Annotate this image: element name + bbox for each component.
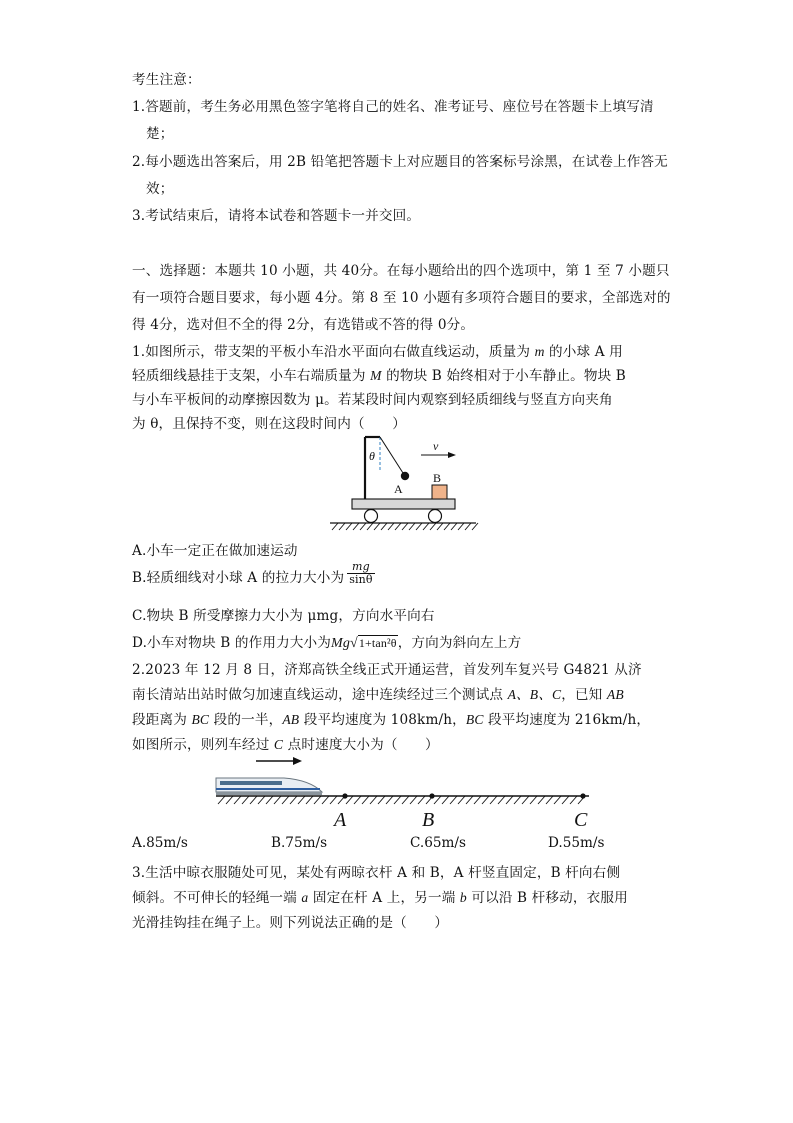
q1-cart-figure <box>328 432 478 532</box>
point-b-marker <box>429 793 434 798</box>
section-heading-line-3: 得 4分，选对但不全的得 2分，有选错或不答的得 0分。 <box>132 317 475 333</box>
q2-stem-line-2: 南长清站出站时做匀加速直线运动，途中连续经过三个测试点 A、B、C，已知 AB <box>132 687 624 703</box>
point-a-label: A <box>334 809 347 831</box>
point-c-marker <box>580 793 585 798</box>
notice-title: 考生注意： <box>132 72 201 88</box>
notice-item-2: 2.每小题选出答案后，用 2B 铅笔把答题卡上对应题目的答案标号涂黑，在试卷上作答无 <box>132 154 668 170</box>
q2-option-b: B.75m/s <box>271 835 328 851</box>
q1-option-c: C.物块 B 所受摩擦力大小为 μmg，方向水平向右 <box>132 608 435 624</box>
notice-item-1-cont: 楚； <box>146 126 174 142</box>
point-a-marker <box>342 793 347 798</box>
point-c-label: C <box>574 809 588 831</box>
q1-figure-theta-label: θ <box>369 449 375 463</box>
notice-item-3: 3.考试结束后，请将本试卷和答题卡一并交回。 <box>132 208 421 224</box>
q3-stem-line-2: 倾斜。不可伸长的轻绳一端 a 固定在杆 A 上，另一端 b 可以沿 B 杆移动，衣服用 <box>132 890 628 906</box>
q2-stem-line-1: 2.2023 年 12 月 8 日，济郑高铁全线正式开通运营，首发列车复兴号 G4821 从济 <box>132 662 642 678</box>
q1-option-d: D.小车对物块 B 的作用力大小为Mg√1+tan²θ，方向为斜向左上方 <box>132 635 522 651</box>
notice-item-2-cont: 效； <box>146 181 174 197</box>
q1-stem-line-2: 轻质细线悬挂于支架，小车右端质量为 M 的物块 B 始终相对于小车静止。物块 B <box>132 368 626 384</box>
q2-option-c: C.65m/s <box>410 835 466 851</box>
q1-stem-line-1: 1.如图所示，带支架的平板小车沿水平面向右做直线运动，质量为 m 的小球 A 用 <box>132 344 623 360</box>
section-heading-line-2: 有一项符合题目要求，每小题 4分。第 8 至 10 小题有多项符合题目的要求，全部选对的 <box>132 290 671 306</box>
q1-figure-ball-label: A <box>394 482 403 496</box>
notice-item-1: 1.答题前，考生务必用黑色签字笔将自己的姓名、准考证号、座位号在答题卡上填写清 <box>132 99 654 115</box>
q3-stem-line-1: 3.生活中晾衣服随处可见，某处有两晾衣杆 A 和 B，A 杆竖直固定，B 杆向右侧 <box>132 865 621 881</box>
q1-figure-velocity-label: v <box>433 439 439 453</box>
q2-option-a: A.85m/s <box>132 835 188 851</box>
train-icon <box>216 778 322 795</box>
q1-option-a: A.小车一定正在做加速运动 <box>132 543 298 559</box>
q1-stem-line-3: 与小车平板间的动摩擦因数为 μ。若某段时间内观察到轻质细线与竖直方向夹角 <box>132 392 613 408</box>
q1-figure-block-label: B <box>433 471 442 485</box>
q2-option-d: D.55m/s <box>548 835 605 851</box>
q2-train-figure <box>214 752 594 832</box>
point-b-label: B <box>422 809 435 831</box>
section-heading-line-1: 一、选择题：本题共 10 小题，共 40分。在每小题给出的四个选项中，第 1 至 7 小题只 <box>132 263 670 279</box>
q1-option-b: B.轻质细线对小球 A 的拉力大小为 $\frac{mg}{\sin\theta}$ <box>132 559 373 586</box>
q2-stem-line-4: 如图所示，则列车经过 C 点时速度大小为（ ） <box>132 737 439 753</box>
q2-stem-line-3: 段距离为 BC 段的一半，AB 段平均速度为 108km/h，BC 段平均速度为 216km/h， <box>132 712 651 728</box>
q3-stem-line-3: 光滑挂钩挂在绳子上。则下列说法正确的是（ ） <box>132 915 449 931</box>
q1-stem-line-4: 为 θ，且保持不变，则在这段时间内（ ） <box>132 416 406 432</box>
